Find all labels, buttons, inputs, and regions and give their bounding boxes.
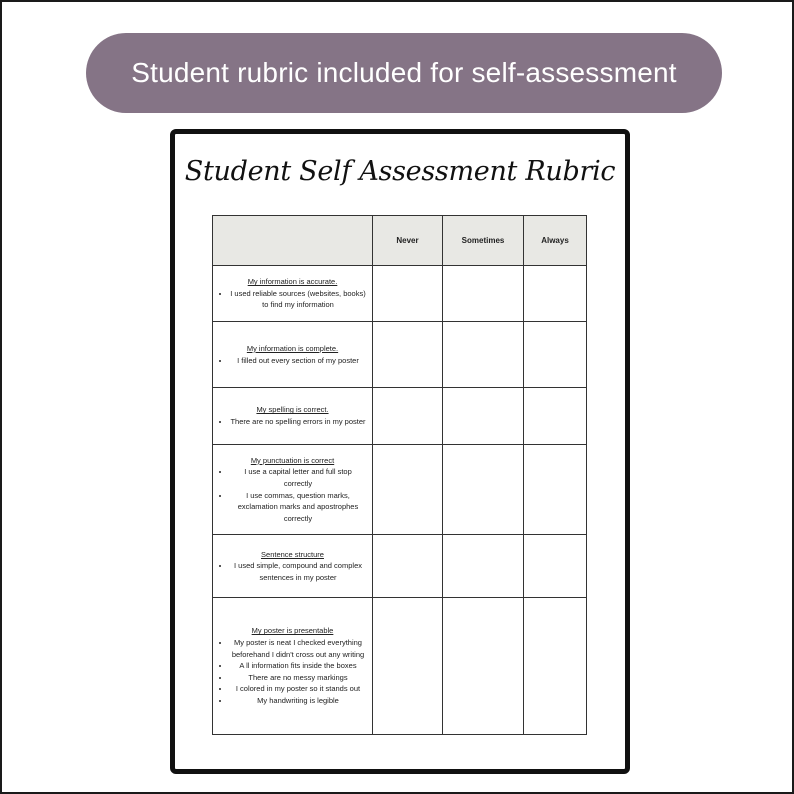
criterion-heading: My spelling is correct. <box>256 405 329 415</box>
always-cell[interactable] <box>524 598 587 735</box>
always-cell[interactable] <box>524 388 587 445</box>
sometimes-cell[interactable] <box>443 266 524 322</box>
caption-banner <box>86 33 722 113</box>
criterion-heading: Sentence structure <box>261 549 324 559</box>
criterion-cell <box>213 535 373 598</box>
always-cell[interactable] <box>524 535 587 598</box>
rubric-table <box>212 215 587 735</box>
criterion-bullets <box>219 355 366 367</box>
sometimes-cell[interactable] <box>443 445 524 535</box>
criterion-bullet: • I use a capital letter and full stop correctly <box>230 466 366 489</box>
criterion-bullets <box>219 416 366 428</box>
never-cell[interactable] <box>373 535 443 598</box>
never-cell[interactable] <box>373 445 443 535</box>
criterion-bullet: • I colored in my poster so it stands out <box>230 683 366 695</box>
criterion-bullet: • There are no messy markings <box>230 672 366 684</box>
criterion-bullets <box>219 288 366 311</box>
criterion-bullets <box>219 637 366 707</box>
criterion-cell <box>213 388 373 445</box>
criterion-bullets <box>219 560 366 583</box>
rubric-row <box>213 322 587 388</box>
header-sometimes: Sometimes <box>443 216 524 266</box>
sometimes-cell[interactable] <box>443 322 524 388</box>
criterion-heading: My poster is presentable <box>251 626 334 636</box>
criterion-bullet: • My poster is neat I checked everything beforehand I didn't cross out any writing <box>230 637 366 660</box>
criterion-cell <box>213 598 373 735</box>
caption-text: Student rubric included for self-assessment <box>131 57 677 88</box>
rubric-row <box>213 388 587 445</box>
criterion-heading: My punctuation is correct <box>250 455 335 465</box>
criterion-bullet: • I use commas, question marks, exclamation marks and apostrophes correctly <box>230 490 366 525</box>
never-cell[interactable] <box>373 266 443 322</box>
header-never: Never <box>373 216 443 266</box>
criterion-bullet: • There are no spelling errors in my poster <box>230 416 366 428</box>
always-cell[interactable] <box>524 445 587 535</box>
never-cell[interactable] <box>373 598 443 735</box>
rubric-row <box>213 598 587 735</box>
criterion-bullet: • I used simple, compound and complex sentences in my poster <box>230 560 366 583</box>
rubric-sheet <box>170 129 630 774</box>
never-cell[interactable] <box>373 322 443 388</box>
criterion-cell <box>213 445 373 535</box>
never-cell[interactable] <box>373 388 443 445</box>
always-cell[interactable] <box>524 266 587 322</box>
criterion-bullet: • I used reliable sources (websites, books) to find my information <box>230 288 366 311</box>
always-cell[interactable] <box>524 322 587 388</box>
criterion-bullet: • My handwriting is legible <box>230 695 366 707</box>
rubric-title: Student Self Assessment Rubric <box>184 156 616 187</box>
criterion-bullet: • A ll information fits inside the boxes <box>230 660 366 672</box>
header-blank-cell <box>213 216 373 266</box>
rubric-row <box>213 445 587 535</box>
criterion-bullets <box>219 466 366 524</box>
criterion-heading: My information is complete. <box>246 343 339 353</box>
sometimes-cell[interactable] <box>443 535 524 598</box>
sometimes-cell[interactable] <box>443 598 524 735</box>
sometimes-cell[interactable] <box>443 388 524 445</box>
criterion-cell <box>213 266 373 322</box>
header-always: Always <box>524 216 587 266</box>
criterion-bullet: • I filled out every section of my poster <box>230 355 366 367</box>
rubric-row <box>213 266 587 322</box>
criterion-heading: My information is accurate. <box>247 277 338 287</box>
criterion-cell <box>213 322 373 388</box>
rubric-header-row <box>213 216 587 266</box>
rubric-row <box>213 535 587 598</box>
